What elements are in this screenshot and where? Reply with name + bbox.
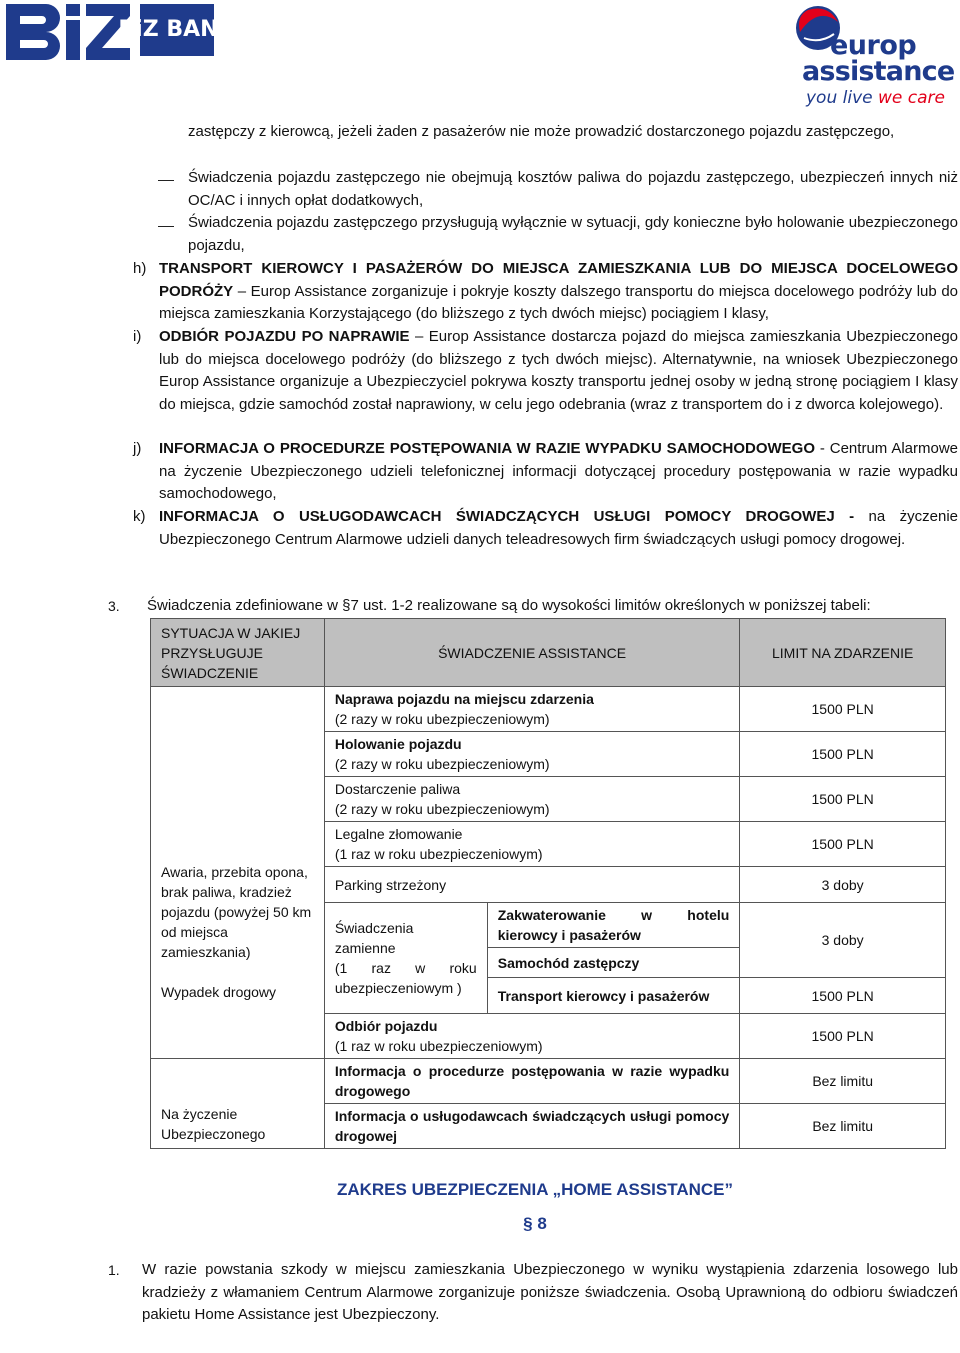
service-hotel: Zakwaterowanie w hotelu kierowcy i pasażerów xyxy=(487,903,740,948)
dash-item-towing: Świadczenia pojazdu zastępczego przysługują wyłącznie w sytuacji, gdy konieczne było holowanie ubezpieczonego pojazdu, xyxy=(188,214,958,254)
point-3-text: Świadczenia zdefiniowane w §7 ust. 1-2 realizowane są do wysokości limitów określonych w poniższej tabeli: xyxy=(147,597,871,614)
header-situation: SYTUACJA W JAKIEJ PRZYSŁUGUJE ŚWIADCZENIE xyxy=(151,619,325,687)
europ-logo-tagline: you live we care xyxy=(806,88,945,108)
item-k-text: INFORMACJA O USŁUGODAWCACH ŚWIADCZĄCYCH USŁUGI POMOCY DROGOWEJ - na życzenie Ubezpieczonego Centrum Alarmowe udzieli danych teleadresowych firm świadczących usługi pomocy drogowej. xyxy=(159,508,958,548)
europ-logo-line1: europ xyxy=(830,30,917,61)
limit-cell: 1500 PLN xyxy=(740,777,946,822)
service-cell: Parking strzeżony xyxy=(324,867,739,903)
item-i-text: ODBIÓR POJAZDU PO NAPRAWIE – Europ Assistance dostarcza pojazd do miejsca zamieszkania Ubezpieczonego lub do miejsca docelowego podróży (do bliższego z tych dwóch miejsc). Alternatywnie, na wniosek Ubezpieczonego Europ Assistance organizuje a Ubezpieczyciel pokrywa koszty transportu jednej osoby w jedną stronę pociągiem I klasy do miejsca, gdzie samochód został naprawiony, w celu jego odebrania (wraz z transportem do i z dworca kolejowego). xyxy=(159,328,958,413)
service-cell: Informacja o usługodawcach świadczących usługi pomocy drogowej xyxy=(324,1104,739,1149)
limit-cell: Bez limitu xyxy=(740,1104,946,1149)
limit-cell: 3 doby xyxy=(740,867,946,903)
point-1-text: W razie powstania szkody w miejscu zamieszkania Ubezpieczonego w wyniku wystąpienia zdarzenia losowego lub kradzieży z włamaniem Centrum Alarmowe zorganizuje poniższe świadczenia. Osobą Uprawnioną do odbioru świadczeń pakietu Home Assistance jest Ubezpieczony. xyxy=(142,1261,958,1324)
service-replacement-car: Samochód zastępczy xyxy=(487,948,740,978)
service-cell: Informacja o procedurze postępowania w razie wypadku drogowego xyxy=(324,1059,739,1104)
limits-table xyxy=(150,618,946,1149)
limit-cell: 3 doby xyxy=(740,903,946,978)
europ-logo-line2: assistance xyxy=(802,56,955,87)
biz-bank-logo xyxy=(0,0,236,64)
limit-cell: 1500 PLN xyxy=(740,687,946,732)
item-marker-j: j) xyxy=(133,440,142,457)
limit-cell: 1500 PLN xyxy=(740,978,946,1014)
item-marker-k: k) xyxy=(133,508,146,525)
dash-bullet xyxy=(158,226,174,227)
limit-cell: 1500 PLN xyxy=(740,732,946,777)
table-header-row xyxy=(151,619,946,687)
header-service: ŚWIADCZENIE ASSISTANCE xyxy=(324,619,739,687)
service-transport: Transport kierowcy i pasażerów xyxy=(487,978,740,1014)
situation-on-request: Na życzenie Ubezpieczonego xyxy=(151,1059,325,1149)
limit-cell: 1500 PLN xyxy=(740,822,946,867)
item-h-text: TRANSPORT KIEROWCY I PASAŻERÓW DO MIEJSCA ZAMIESZKANIA LUB DO MIEJSCA DOCELOWEGO PODRÓŻY – Europ Assistance zorganizuje i pokryje koszty dalszego transportu do miejsca docelowego podróży lub do miejsca zamieszkania Korzystającego (do bliższego z tych dwóch miejsc) pociągiem I klasy, xyxy=(159,260,958,323)
alternative-services-cell: Świadczenia zamienne (1 raz w roku ubezpieczeniowym ) xyxy=(324,903,487,1014)
limit-cell: 1500 PLN xyxy=(740,1014,946,1059)
section-title: ZAKRES UBEZPIECZENIA „HOME ASSISTANCE” xyxy=(336,1180,734,1199)
limit-cell: Bez limitu xyxy=(740,1059,946,1104)
item-marker-h: h) xyxy=(133,260,147,277)
service-cell: Dostarczenie paliwa (2 razy w roku ubezpieczeniowym) xyxy=(324,777,739,822)
biz-bank-text: BiZ BANK xyxy=(118,17,236,42)
header-limit: LIMIT NA ZDARZENIE xyxy=(740,619,946,687)
dash-bullet xyxy=(158,180,174,181)
service-cell: Legalne złomowanie (1 raz w roku ubezpieczeniowym) xyxy=(324,822,739,867)
dash-item-fuel: Świadczenia pojazdu zastępczego nie obejmują kosztów paliwa do pojazdu zastępczego, ubezpieczeń innych niż OC/AC i innych opłat dodatkowych, xyxy=(188,169,958,209)
situation-breakdown-accident: Awaria, przebita opona, brak paliwa, kradzież pojazdu (powyżej 50 km od miejsca zamieszkania) Wypadek drogowy xyxy=(151,687,325,1059)
service-cell: Naprawa pojazdu na miejscu zdarzenia (2 razy w roku ubezpieczeniowym) xyxy=(324,687,739,732)
point-1-number: 1. xyxy=(108,1262,120,1278)
service-cell: Holowanie pojazdu (2 razy w roku ubezpieczeniowym) xyxy=(324,732,739,777)
item-marker-i: i) xyxy=(133,328,142,345)
item-j-text: INFORMACJA O PROCEDURZE POSTĘPOWANIA W RAZIE WYPADKU SAMOCHODOWEGO - Centrum Alarmowe na życzenie Ubezpieczonego udzieli telefonicznej informacji dotyczącej procedury postępowania w razie wypadku samochodowego, xyxy=(159,440,959,503)
table-row xyxy=(151,687,946,732)
continuation-text: zastępczy z kierowcą, jeżeli żaden z pasażerów nie może prowadzić dostarczonego pojazdu zastępczego, xyxy=(188,123,895,140)
point-3-number: 3. xyxy=(108,598,120,614)
section-paragraph-number: § 8 xyxy=(523,1214,547,1233)
service-cell: Odbiór pojazdu (1 raz w roku ubezpieczeniowym) xyxy=(324,1014,739,1059)
table-row xyxy=(151,1059,946,1104)
